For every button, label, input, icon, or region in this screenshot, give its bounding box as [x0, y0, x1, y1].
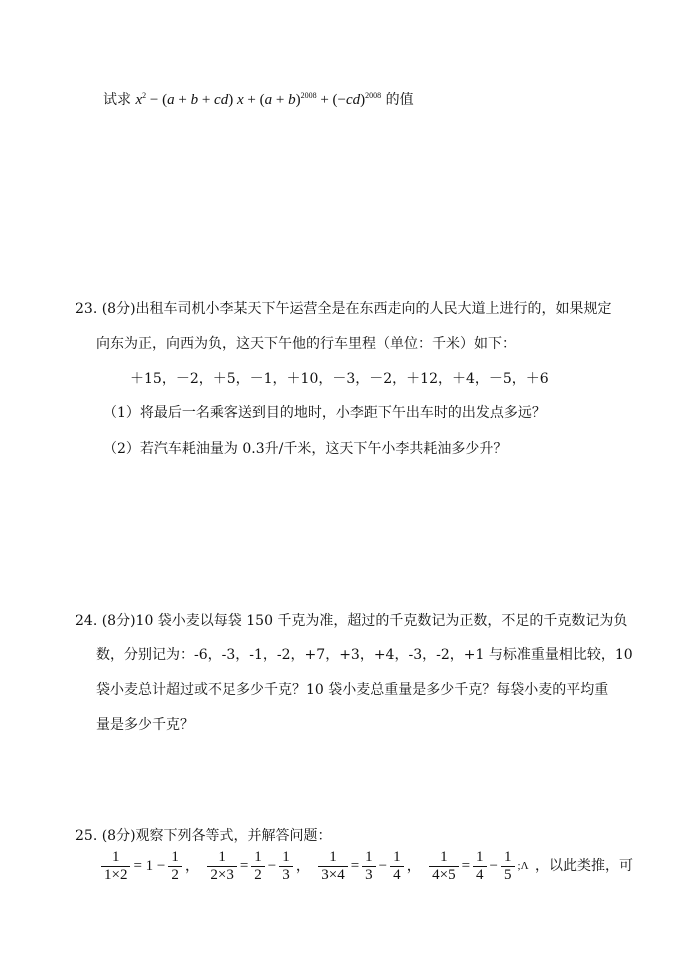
fraction: $\frac{1}{3}$	[362, 849, 376, 884]
q23-line2: 向东为正，向西为负，这天下午他的行车里程（单位：千米）如下：	[96, 336, 516, 352]
q23-mileage-data: ＋15，－2，＋5，－1，＋10，－3，－2，＋12，＋4，－5，＋6	[130, 371, 549, 387]
q24-line3: 袋小麦总计超过或不足多少千克？10 袋小麦总重量是多少千克？每袋小麦的平均重	[96, 682, 609, 698]
expression-prefix: 试求	[103, 92, 131, 108]
expression-line	[103, 86, 414, 110]
q24-line4: 量是多少千克？	[96, 717, 194, 733]
fraction: $\frac{1}{3\times 4}$	[318, 849, 347, 884]
q25-tail-text: ，以此类推，可	[535, 858, 634, 874]
q24-line2: 数，分别记为：-6，-3，-1，-2，+7，+3，+4，-3，-2，+1 与标准重量相比较，10	[96, 647, 633, 663]
q23-subquestion-2: （2）若汽车耗油量为 0.3升/千米，这天下午小李共耗油多少升？	[103, 441, 508, 457]
fraction: $\frac{1}{2}$	[168, 849, 182, 884]
q24-line1: 24. (8分)10 袋小麦以每袋 150 千克为准，超过的千克数记为正数，不足的千克数记为负	[75, 613, 628, 629]
fraction: $\frac{1}{3}$	[279, 849, 293, 884]
fraction: $\frac{1}{4}$	[473, 849, 487, 884]
q25-line1: 25. (8分)观察下列各等式，并解答问题：	[75, 828, 332, 844]
fraction: $\frac{1}{1\times 2}$	[101, 849, 130, 884]
q25-fraction-equations: $\frac{1}{1\times 2}$ = 1 − $\frac{1}{2}$ ， $\frac{1}{2\times 3}$ = $\frac{1}{2}$ − $\frac{1}{3}$ ， $\frac{1}{3\times 4}$ = $\frac{1}{3}$ − $\frac{1}{4}$ ， $\frac{1}{4\times 5}$ = $\frac{1}{4}$ − $\frac{1}{5}$ ;Λ ，以此类推，可	[100, 846, 633, 886]
fraction: $\frac{1}{4\times 5}$	[429, 849, 458, 884]
fraction: $\frac{1}{2}$	[251, 849, 265, 884]
fraction: $\frac{1}{4}$	[390, 849, 404, 884]
q23-line1: 23. (8分)出租车司机小李某天下午运营全是在东西走向的人民大道上进行的，如果规定	[75, 301, 612, 317]
fraction: $\frac{1}{2\times 3}$	[207, 849, 236, 884]
q23-subquestion-1: （1）将最后一名乘客送到目的地时，小李距下午出车时的出发点多远？	[103, 405, 546, 421]
fraction: $\frac{1}{5}$	[501, 849, 515, 884]
expression-suffix: 的值	[385, 92, 414, 108]
polynomial-expression: $x^2 - (a + b + cd) x + (a + b)^{2008} + (-cd)^{2008}$	[135, 91, 382, 108]
